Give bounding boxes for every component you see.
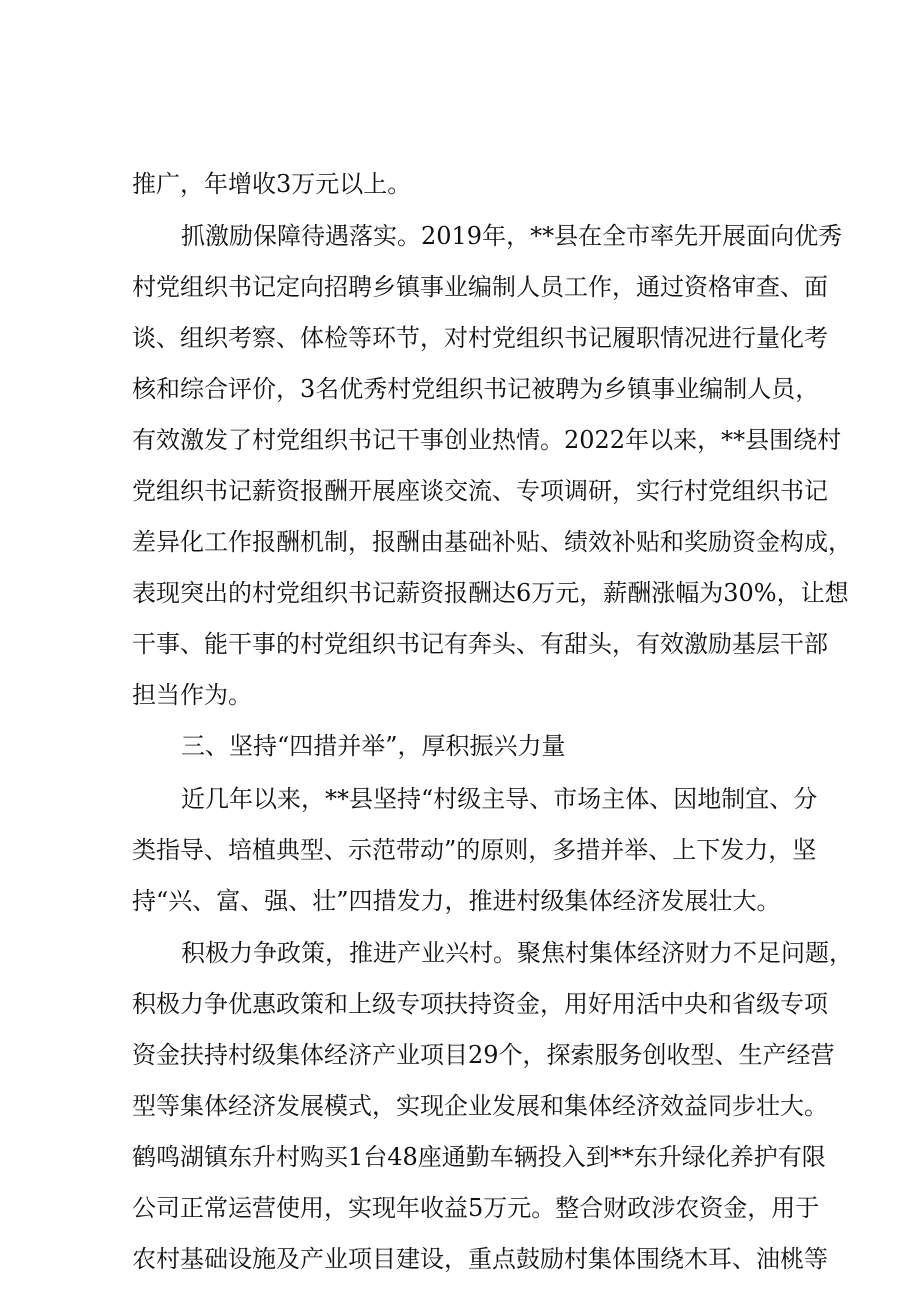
paragraph-line: 核和综合评价，3名优秀村党组织书记被聘为乡镇事业编制人员， xyxy=(132,375,820,403)
paragraph-line: 持“兴、富、强、壮”四措发力，推进村级集体经济发展壮大。 xyxy=(132,887,781,915)
paragraph-line: 型等集体经济发展模式，实现企业发展和集体经济效益同步壮大。 xyxy=(132,1092,828,1120)
paragraph-line: 农村基础设施及产业项目建设，重点鼓励村集体围绕木耳、油桃等 xyxy=(132,1245,828,1273)
paragraph-line: 干事、能干事的村党组织书记有奔头、有甜头，有效激励基层干部 xyxy=(132,630,828,658)
paragraph-line: 公司正常运营使用，实现年收益5万元。整合财政涉农资金，用于 xyxy=(132,1194,820,1222)
paragraph-line: 类指导、培植典型、示范带动”的原则，多措并举、上下发力，坚 xyxy=(132,836,817,864)
paragraph-line: 近几年以来，**县坚持“村级主导、市场主体、因地制宜、分 xyxy=(181,785,818,813)
paragraph-line: 鹤鸣湖镇东升村购买1台48座通勤车辆投入到**东升绿化养护有限 xyxy=(132,1143,826,1171)
paragraph-line: 积极力争政策，推进产业兴村。聚焦村集体经济财力不足问题， xyxy=(181,939,853,967)
paragraph-line: 党组织书记薪资报酬开展座谈交流、专项调研，实行村党组织书记 xyxy=(132,477,828,505)
paragraph-line: 差异化工作报酬机制，报酬由基础补贴、绩效补贴和奖励资金构成， xyxy=(132,528,852,556)
paragraph-line: 有效激发了村党组织书记干事创业热情。2022年以来，**县围绕村 xyxy=(132,426,842,454)
paragraph-line: 积极力争优惠政策和上级专项扶持资金，用好用活中央和省级专项 xyxy=(132,990,828,1018)
paragraph-line: 推广，年增收3万元以上。 xyxy=(132,170,412,198)
paragraph-line: 表现突出的村党组织书记薪资报酬达6万元，薪酬涨幅为30%，让想 xyxy=(132,579,849,607)
paragraph-line: 抓激励保障待遇落实。2019年，**县在全市率先开展面向优秀 xyxy=(181,222,843,250)
paragraph-line: 担当作为。 xyxy=(132,681,252,709)
paragraph-line: 谈、组织考察、体检等环节，对村党组织书记履职情况进行量化考 xyxy=(132,324,828,352)
paragraph-line: 资金扶持村级集体经济产业项目29个，探索服务创收型、生产经营 xyxy=(132,1041,835,1069)
paragraph-line: 村党组织书记定向招聘乡镇事业编制人员工作，通过资格审查、面 xyxy=(132,273,828,301)
section-heading: 三、坚持“四措并举”，厚积振兴力量 xyxy=(181,732,566,760)
